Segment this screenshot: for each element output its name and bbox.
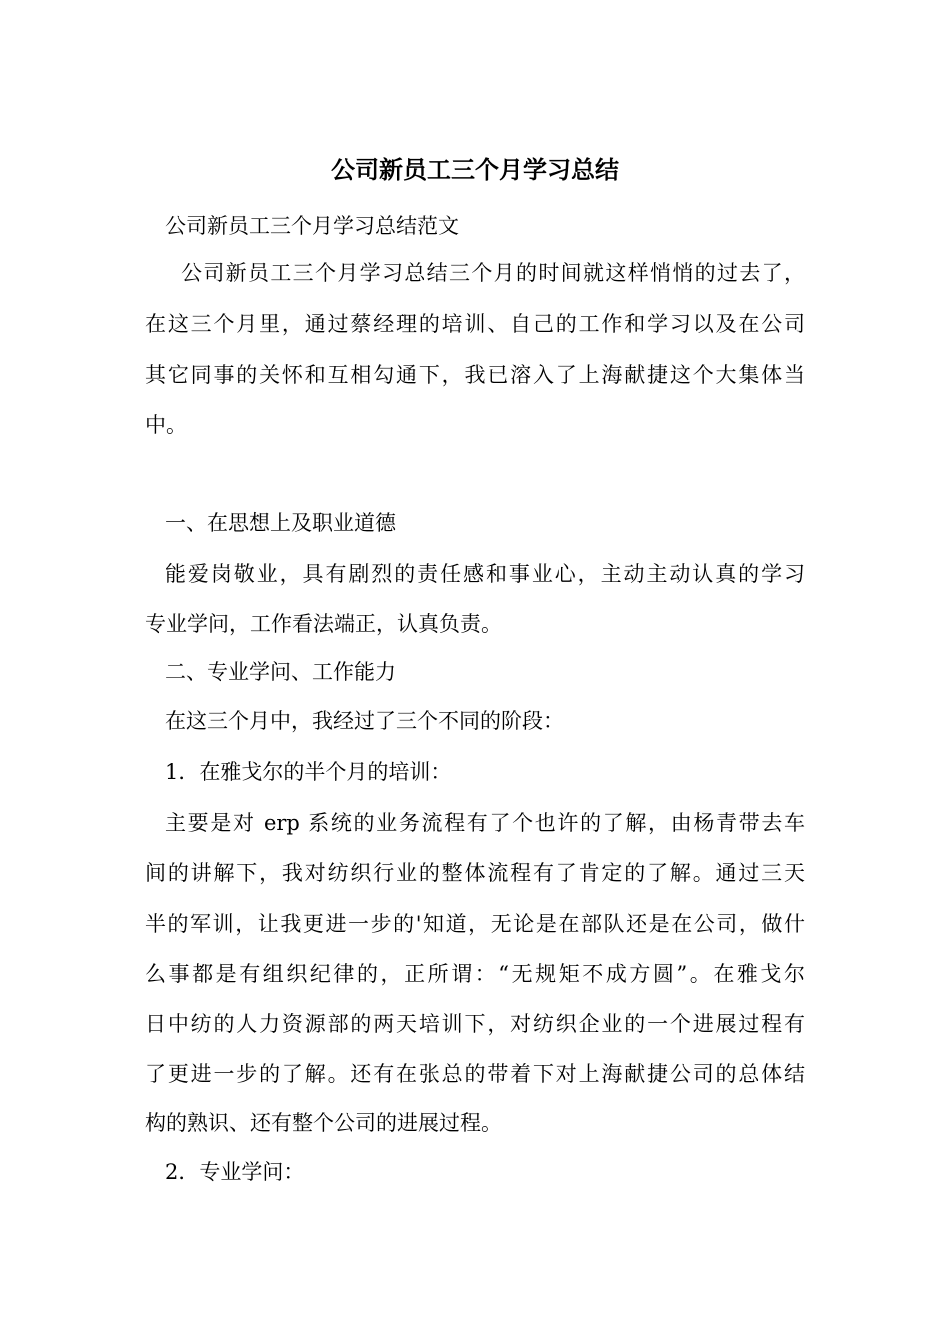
document-subtitle: 公司新员工三个月学习总结范文 — [165, 214, 459, 238]
intro-line-1: 公司新员工三个月学习总结三个月的时间就这样悄悄的过去了， — [181, 261, 805, 285]
section1-heading: 一、在思想上及职业道德 — [165, 511, 396, 535]
section1-line-2: 专业学问，工作看法端正，认真负责。 — [145, 612, 502, 636]
intro-line-3: 其它同事的关怀和互相勾通下，我已溶入了上海献捷这个大集体当 — [145, 363, 805, 387]
section1-line-1: 能爱岗敬业，具有剧烈的责任感和事业心，主动主动认真的学习 — [165, 562, 805, 586]
section2-heading: 二、专业学问、工作能力 — [165, 660, 396, 684]
item1-line-4: 么事都是有组织纪律的，正所谓：“无规矩不成方圆”。在雅戈尔 — [145, 962, 805, 986]
item1-heading: 1．在雅戈尔的半个月的培训： — [165, 760, 452, 784]
item1-line-1: 主要是对 erp 系统的业务流程有了个也许的了解，由杨青带去车 — [165, 811, 805, 835]
item2-heading: 2．专业学问： — [165, 1160, 305, 1184]
item1-line-5: 日中纺的人力资源部的两天培训下，对纺织企业的一个进展过程有 — [145, 1012, 805, 1036]
item1-line-6: 了更进一步的了解。还有在张总的带着下对上海献捷公司的总体结 — [145, 1062, 805, 1086]
item1-line-2: 间的讲解下，我对纺织行业的整体流程有了肯定的了解。通过三天 — [145, 861, 805, 885]
section2-intro: 在这三个月中，我经过了三个不同的阶段： — [165, 709, 564, 733]
document-title: 公司新员工三个月学习总结 — [331, 156, 619, 184]
item1-line-7: 构的熟识、还有整个公司的进展过程。 — [145, 1111, 502, 1135]
item1-line-3: 半的军训，让我更进一步的'知道，无论是在部队还是在公司，做什 — [145, 912, 805, 936]
intro-line-2: 在这三个月里，通过蔡经理的培训、自己的工作和学习以及在公司 — [145, 312, 805, 336]
intro-line-4: 中。 — [145, 413, 187, 437]
